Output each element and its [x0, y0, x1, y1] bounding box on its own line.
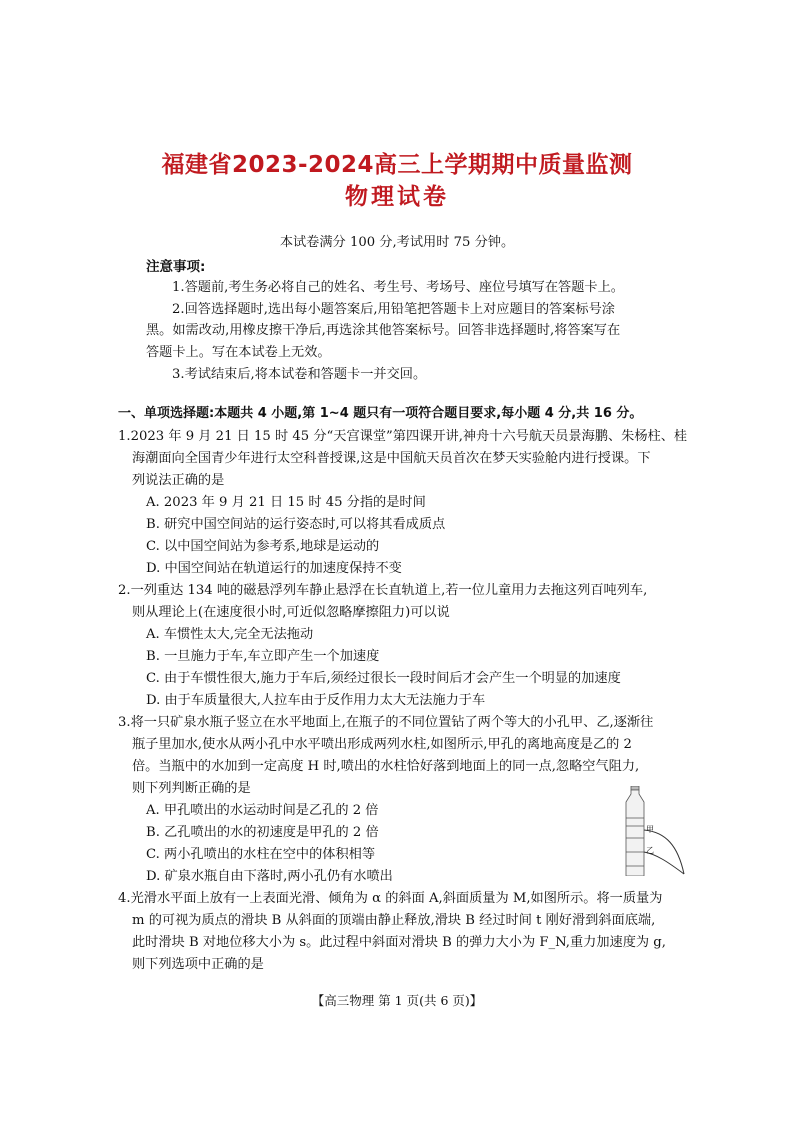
question-2-stem: 则从理论上(在速度很小时,可近似忽略摩擦阻力)可以说: [132, 605, 450, 620]
question-3-stem: 瓶子里加水,使水从两小孔中水平喷出形成两列水柱,如图所示,甲孔的离地高度是乙的 2: [132, 737, 632, 752]
hole-label-yi: 乙: [646, 846, 654, 855]
notes-line: 黑。如需改动,用橡皮擦干净后,再选涂其他答案标号。回答非选择题时,将答案写在: [146, 323, 621, 338]
exam-title: 福建省2023-2024高三上学期期中质量监测: [161, 152, 633, 178]
question-4-stem: 此时滑块 B 对地位移大小为 s。此过程中斜面对滑块 B 的弹力大小为 F_N,重力加速度为 g,: [132, 935, 666, 950]
question-2-stem: 2.一列重达 134 吨的磁悬浮列车静止悬浮在长直轨道上,若一位儿童用力去拖这列百吨列车,: [118, 583, 648, 598]
question-2-option-d: D. 由于车质量很大,人拉车由于反作用力太大无法施力于车: [146, 693, 486, 708]
question-3-stem: 则下列判断正确的是: [132, 781, 251, 796]
question-3-option-c: C. 两小孔喷出的水柱在空中的体积相等: [146, 847, 376, 862]
question-4-stem: 4.光滑水平面上放有一上表面光滑、倾角为 α 的斜面 A,斜面质量为 M,如图所示。将一质量为: [118, 891, 663, 906]
question-1-option-d: D. 中国空间站在轨道运行的加速度保持不变: [146, 561, 402, 576]
question-3-option-d: D. 矿泉水瓶自由下落时,两小孔仍有水喷出: [146, 869, 393, 884]
hole-label-jia: 甲: [646, 825, 654, 834]
question-3-option-a: A. 甲孔喷出的水运动时间是乙孔的 2 倍: [146, 803, 379, 818]
exam-intro: 本试卷满分 100 分,考试用时 75 分钟。: [279, 235, 515, 250]
question-2-option-c: C. 由于车惯性很大,施力于车后,须经过很长一段时间后才会产生一个明显的加速度: [146, 671, 621, 686]
notes-line: 2.回答选择题时,选出每小题答案后,用铅笔把答题卡上对应题目的答案标号涂: [172, 302, 615, 317]
exam-subject-title: 物理试卷: [345, 184, 449, 210]
question-1-stem: 1.2023 年 9 月 21 日 15 时 45 分“天宫课堂”第四课开讲,神舟十六号航天员景海鹏、朱杨柱、桂: [118, 429, 688, 444]
notes-line: 答题卡上。写在本试卷上无效。: [146, 345, 331, 360]
notes-line: 3.考试结束后,将本试卷和答题卡一并交回。: [172, 367, 427, 382]
question-1-stem: 列说法正确的是: [132, 473, 225, 488]
question-3-stem: 3.将一只矿泉水瓶子竖立在水平地面上,在瓶子的不同位置钻了两个等大的小孔甲、乙,逐渐往: [118, 715, 654, 730]
question-3-stem: 倍。当瓶中的水加到一定高度 H 时,喷出的水柱恰好落到地面上的同一点,忽略空气阻力,: [132, 759, 640, 774]
question-4-stem: m 的可视为质点的滑块 B 从斜面的顶端由静止释放,滑块 B 经过时间 t 刚好滑到斜面底端,: [132, 913, 656, 928]
question-2-option-a: A. 车惯性太大,完全无法拖动: [146, 627, 314, 642]
page-footer: 【高三物理 第 1 页(共 6 页)】: [311, 993, 483, 1008]
question-4-stem: 则下列选项中正确的是: [132, 957, 264, 972]
notes-heading: 注意事项:: [146, 259, 206, 275]
question-2-option-b: B. 一旦施力于车,车立即产生一个加速度: [146, 649, 380, 664]
question-1-option-b: B. 研究中国空间站的运行姿态时,可以将其看成质点: [146, 517, 446, 532]
question-1-option-c: C. 以中国空间站为参考系,地球是运动的: [146, 539, 380, 554]
question-1-stem: 海潮面向全国青少年进行太空科普授课,这是中国航天员首次在梦天实验舱内进行授课。下: [132, 451, 651, 466]
question-3-option-b: B. 乙孔喷出的水的初速度是甲孔的 2 倍: [146, 825, 379, 840]
question-1-option-a: A. 2023 年 9 月 21 日 15 时 45 分指的是时间: [146, 495, 426, 510]
bottle-icon: [626, 786, 644, 876]
water-bottle-figure: [616, 786, 696, 876]
section-heading: 一、单项选择题:本题共 4 小题,第 1~4 题只有一项符合题目要求,每小题 4 分,共 16 分。: [118, 406, 643, 421]
notes-line: 1.答题前,考生务必将自己的姓名、考生号、考场号、座位号填写在答题卡上。: [172, 280, 624, 295]
